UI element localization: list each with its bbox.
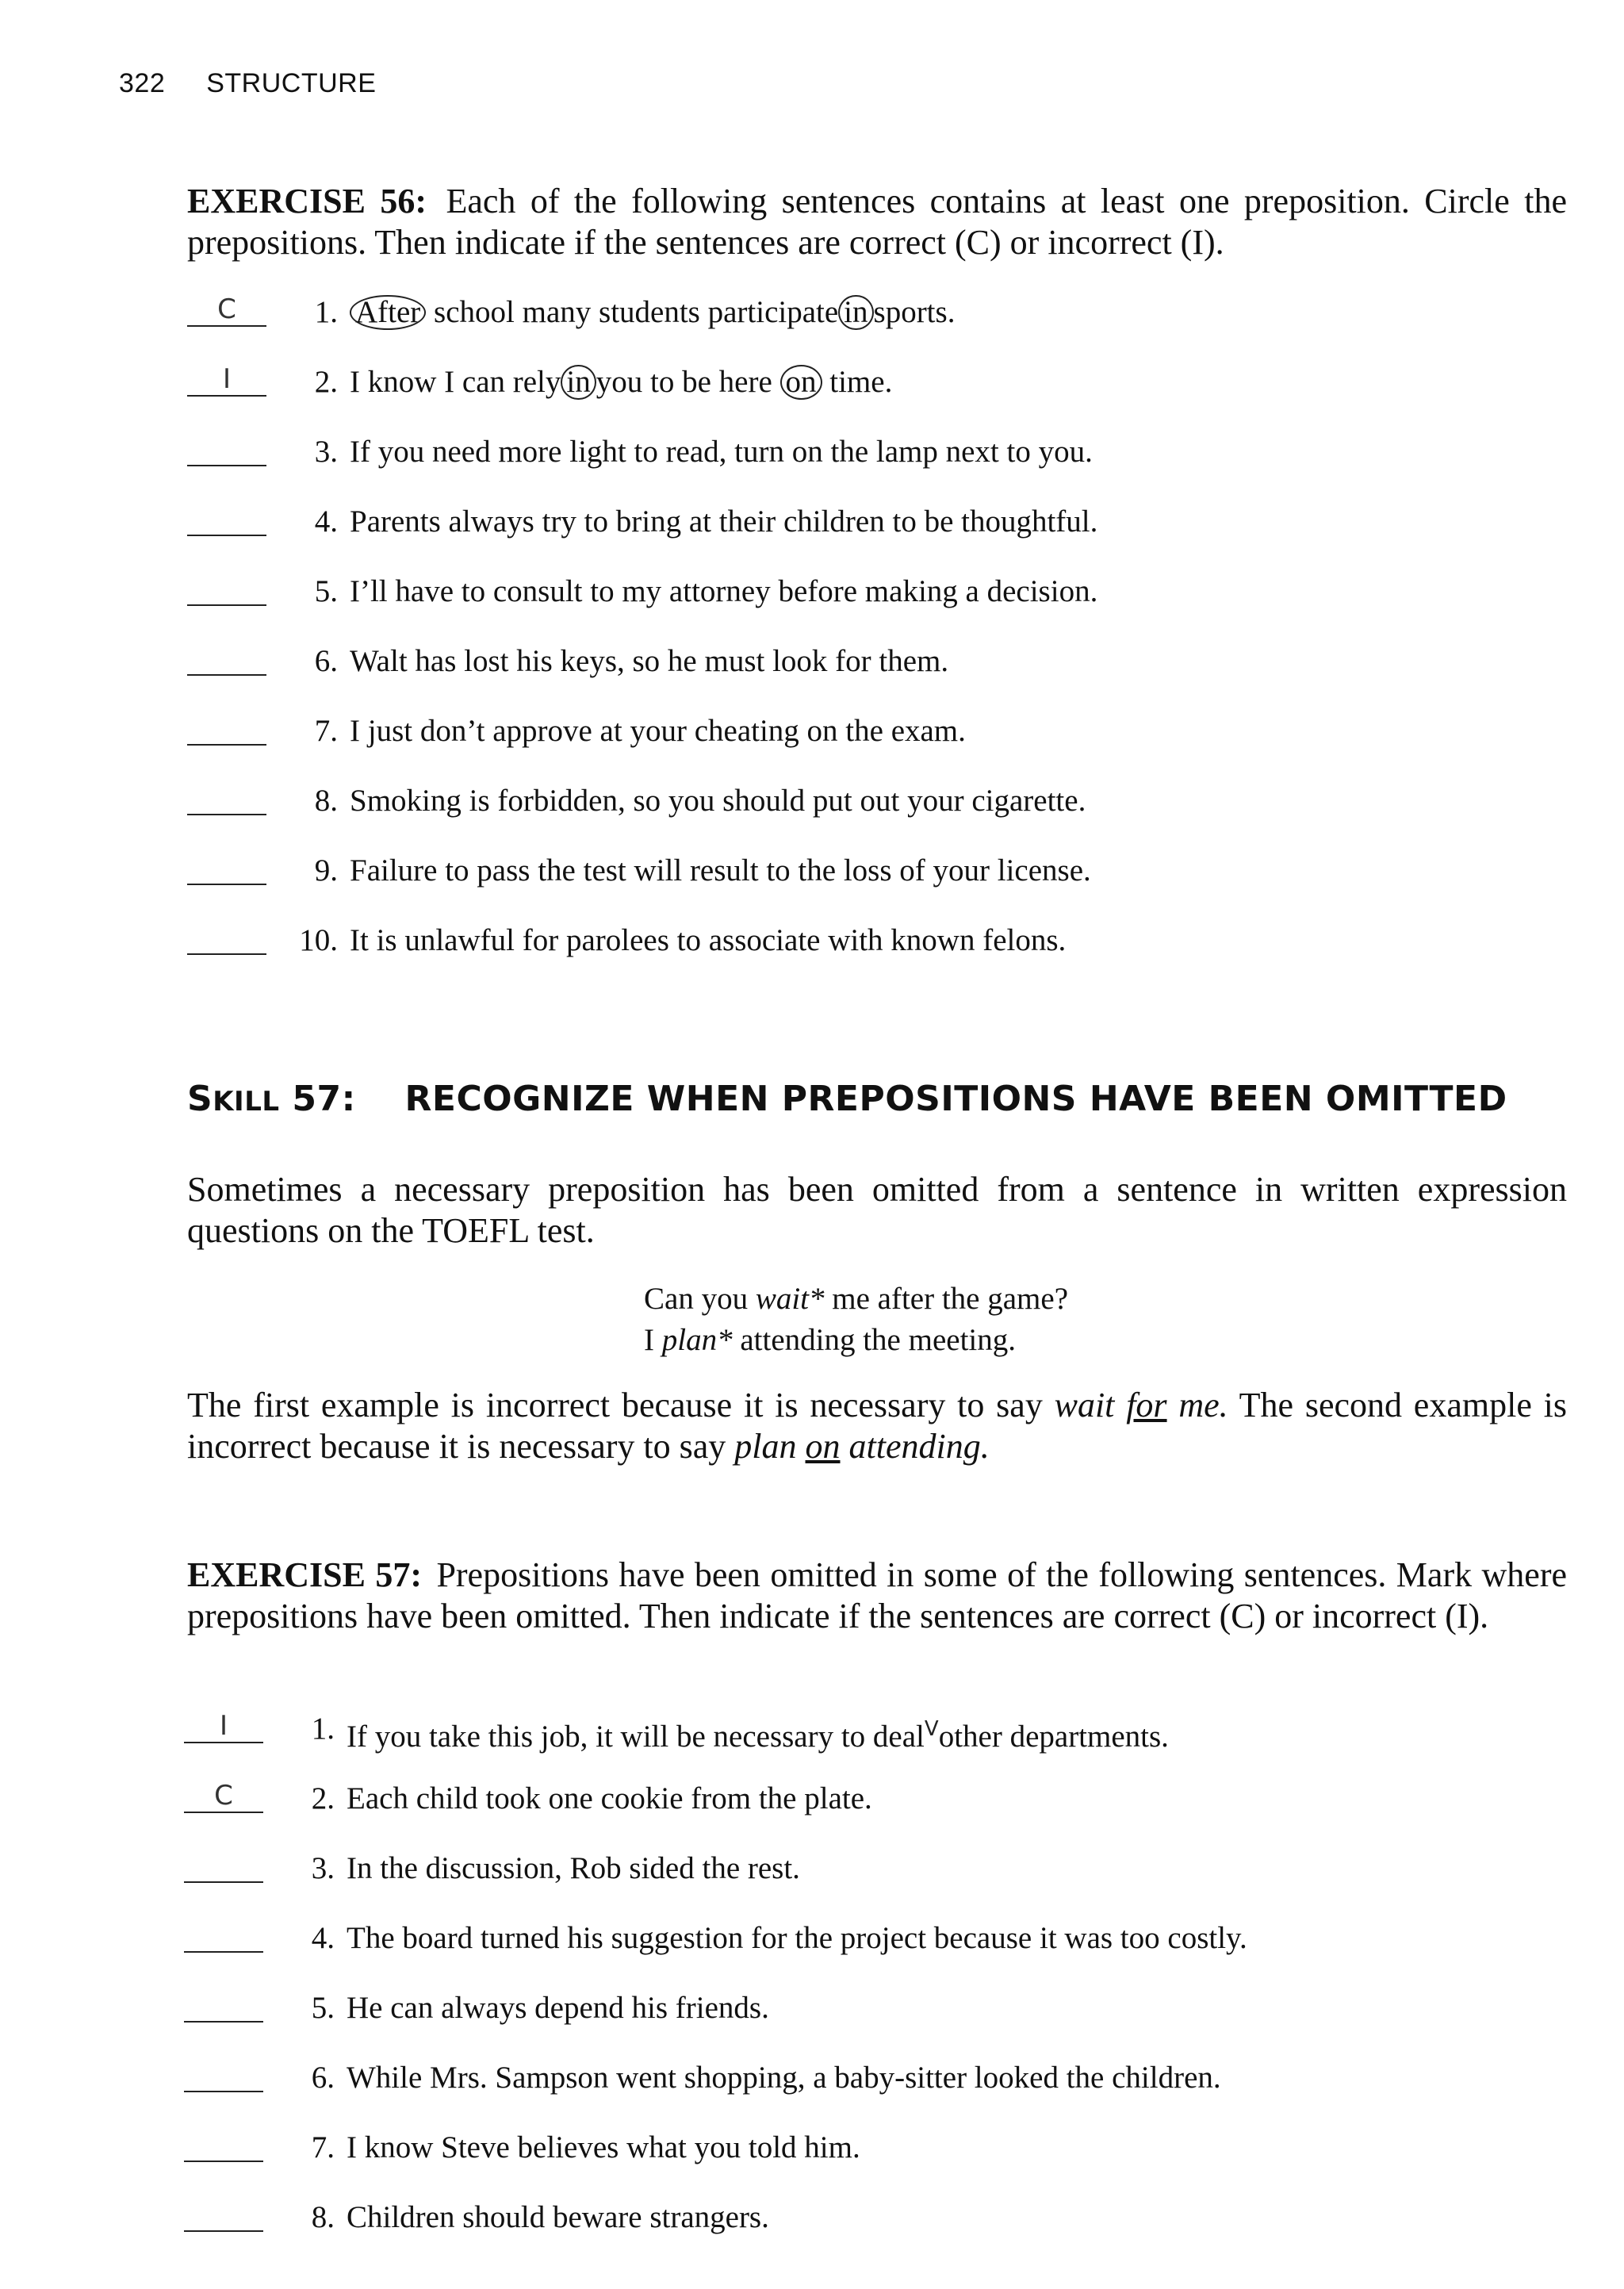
item-number: 1. <box>314 295 338 329</box>
item-number: 8. <box>311 2200 335 2234</box>
item-sentence: Walt has lost his keys, so he must look for them. <box>350 644 949 678</box>
item-number: 3. <box>314 435 338 469</box>
running-head <box>119 68 376 99</box>
skill-title: RECOGNIZE WHEN PREPOSITIONS HAVE BEEN OMITTED <box>404 1079 1507 1119</box>
skill-examples <box>644 1279 1068 1361</box>
answer-blank[interactable] <box>187 428 266 466</box>
item-number: 7. <box>311 2130 335 2164</box>
insertion-mark: V <box>924 1717 939 1741</box>
item-sentence: Each child took one cookie from the plate. <box>347 1781 872 1815</box>
circled-preposition: in <box>561 365 596 400</box>
answer-blank[interactable] <box>184 2054 263 2092</box>
item-sentence: If you need more light to read, turn on the lamp next to you. <box>350 435 1093 469</box>
item-number: 5. <box>314 574 338 608</box>
item-sentence: I know I can rely in you to be here on time. <box>350 365 893 399</box>
item-sentence: I just don’t approve at your cheating on the exam. <box>350 714 966 748</box>
answer-blank[interactable] <box>187 917 266 955</box>
item-sentence: The board turned his suggestion for the project because it was too costly. <box>347 1921 1247 1955</box>
answer-blank[interactable] <box>187 568 266 606</box>
skill-heading: SKILL 57: RECOGNIZE WHEN PREPOSITIONS HAVE BEEN OMITTED <box>187 1079 1507 1119</box>
exercise-57-instructions <box>187 1555 1567 1637</box>
section-title: STRUCTURE <box>206 68 377 98</box>
exercise-57 <box>187 1555 1567 1637</box>
item-number: 4. <box>314 504 338 539</box>
skill-intro: Sometimes a necessary preposition has been omitted from a sentence in written expression questions on the TOEFL test. <box>187 1170 1567 1250</box>
item-sentence: Parents always try to bring at their children to be thoughtful. <box>350 504 1098 539</box>
item-number: 2. <box>314 365 338 399</box>
answer-blank[interactable] <box>187 707 266 746</box>
item-sentence: He can always depend his friends. <box>347 1991 769 2025</box>
circled-preposition: in <box>838 295 873 330</box>
item-sentence: It is unlawful for parolees to associate with known felons. <box>350 923 1067 957</box>
item-number: 7. <box>314 714 338 748</box>
item-sentence: Children should beware strangers. <box>347 2200 769 2234</box>
item-sentence: Failure to pass the test will result to the loss of your license. <box>350 853 1091 888</box>
exercise-57-label: EXERCISE 57: <box>187 1555 423 1594</box>
item-number: 3. <box>311 1851 335 1885</box>
answer-blank[interactable] <box>184 2194 263 2232</box>
answer-blank[interactable] <box>184 1915 263 1953</box>
exercise-56-label: EXERCISE 56: <box>187 182 427 220</box>
item-number: 10. <box>299 923 338 957</box>
answer-blank[interactable] <box>187 777 266 815</box>
answer-blank[interactable] <box>184 1984 263 2023</box>
exercise-57-instruction-text: Prepositions have been omitted in some of the following sentences. Mark where prepositions have been omitted. Then indicate if the sentences are correct (C) or incorrect (I). <box>187 1555 1567 1635</box>
answer-blank[interactable] <box>187 847 266 885</box>
item-sentence: While Mrs. Sampson went shopping, a baby-sitter looked the children. <box>347 2061 1221 2095</box>
item-sentence: I know Steve believes what you told him. <box>347 2130 860 2164</box>
answer-blank[interactable] <box>187 498 266 536</box>
exercise-56-instruction-text: Each of the following sentences contains at least one preposition. Circle the prepositions. Then indicate if the sentences are correct (C) or incorrect (I). <box>187 182 1567 262</box>
example-1: Can you wait* me after the game? <box>644 1282 1069 1316</box>
answer-blank[interactable] <box>187 638 266 676</box>
item-sentence: If you take this job, it will be necessary to deal$^V$other departments. <box>347 1717 1169 1754</box>
item-number: 2. <box>311 1781 335 1815</box>
item-number: 5. <box>311 1991 335 2025</box>
item-sentence: Smoking is forbidden, so you should put out your cigarette. <box>350 784 1086 818</box>
item-sentence: In the discussion, Rob sided the rest. <box>347 1851 800 1885</box>
item-number: 6. <box>311 2061 335 2095</box>
page-number: 322 <box>119 68 166 98</box>
answer-blank[interactable]: C <box>184 1775 263 1813</box>
item-number: 1. <box>311 1712 335 1746</box>
skill-number: 57: <box>292 1079 356 1119</box>
item-number: 9. <box>314 853 338 888</box>
item-number: 4. <box>311 1921 335 1955</box>
item-sentence: After school many students participate in sports. <box>350 289 955 336</box>
answer-blank[interactable]: I <box>187 358 266 397</box>
circled-preposition: on <box>780 365 822 400</box>
item-number: 8. <box>314 784 338 818</box>
answer-blank[interactable] <box>184 1845 263 1883</box>
exercise-56-instructions <box>187 181 1567 263</box>
example-2: I plan* attending the meeting. <box>644 1323 1016 1357</box>
item-sentence: I’ll have to consult to my attorney before making a decision. <box>350 574 1098 608</box>
answer-blank[interactable]: C <box>187 289 266 327</box>
exercise-56 <box>187 181 1567 263</box>
item-number: 6. <box>314 644 338 678</box>
skill-explanation: The first example is incorrect because it is necessary to say wait for me. The second example is incorrect because it is necessary to say plan on attending. <box>187 1386 1567 1466</box>
answer-blank[interactable]: I <box>184 1705 263 1743</box>
answer-blank[interactable] <box>184 2124 263 2162</box>
circled-preposition: After <box>350 295 426 330</box>
